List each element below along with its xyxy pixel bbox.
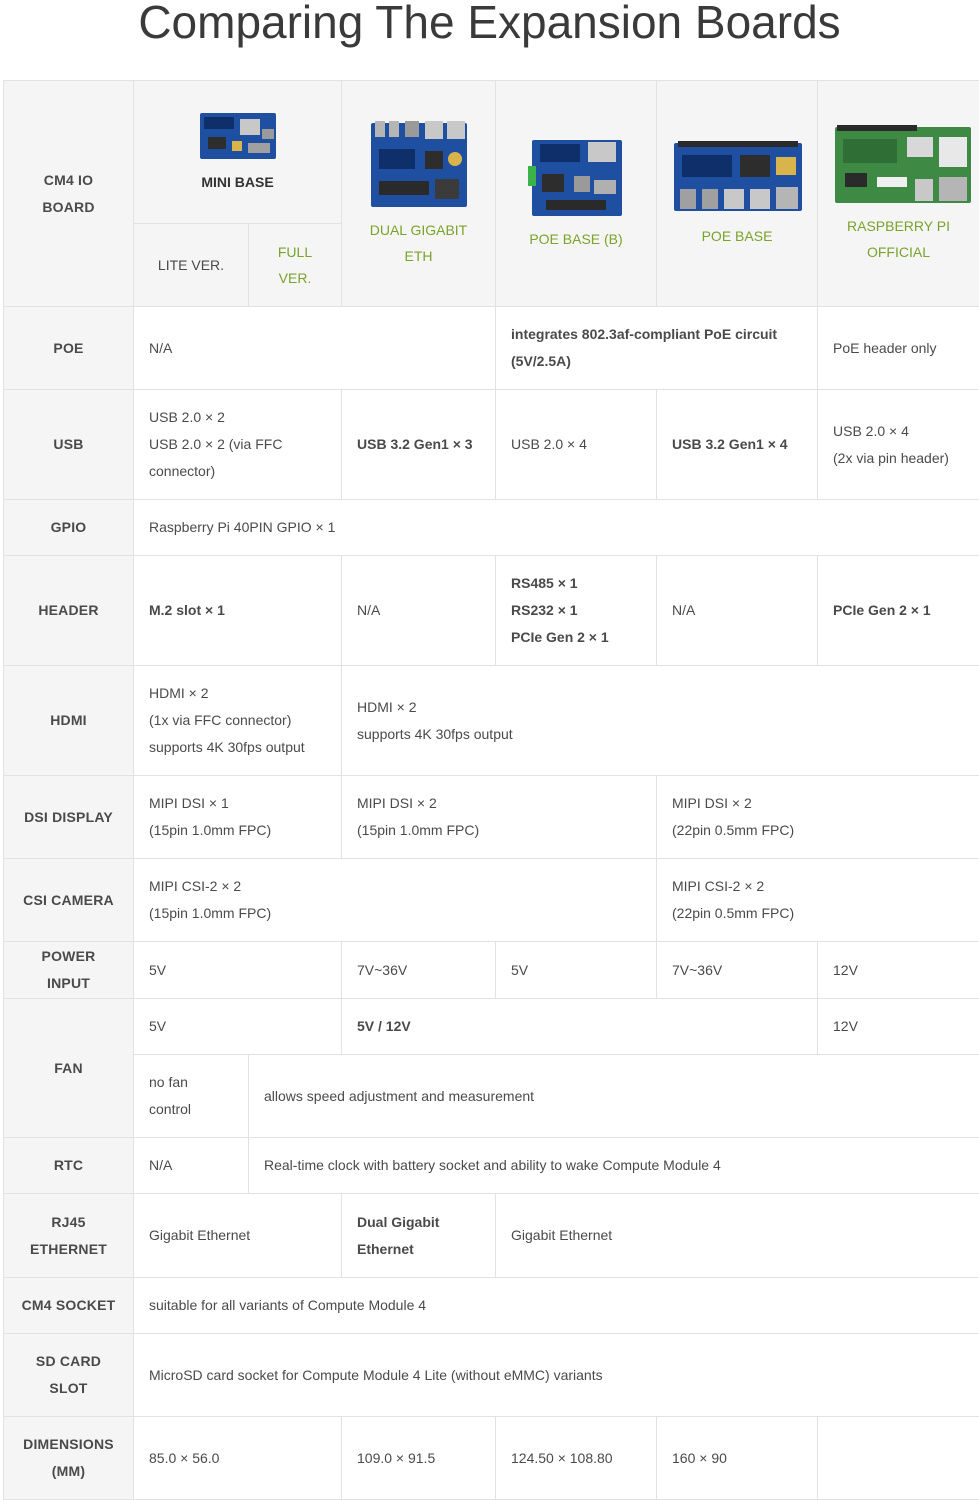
header-rpi-official	[818, 81, 979, 307]
table-row-rj45	[4, 1194, 979, 1278]
cell-dsi-mini: MIPI DSI × 1 (15pin 1.0mm FPC)	[134, 776, 342, 859]
row-label-hdmi: HDMI	[4, 666, 134, 776]
header-lite-ver: LITE VER.	[134, 224, 249, 307]
row-label-socket: CM4 SOCKET	[4, 1278, 134, 1334]
row-label-csi: CSI CAMERA	[4, 859, 134, 942]
cell-power-mini: 5V	[134, 942, 342, 999]
cell-poe-official: PoE header only	[818, 307, 979, 390]
row-label-gpio: GPIO	[4, 500, 134, 556]
cell-hdmi-others: HDMI × 2 supports 4K 30fps output	[342, 666, 979, 776]
cell-dims-poe: 160 × 90	[657, 1417, 818, 1500]
row-label-header: HEADER	[4, 556, 134, 666]
table-row-gpio	[4, 500, 979, 556]
page-title: Comparing The Expansion Boards	[138, 0, 841, 48]
cell-gpio-all: Raspberry Pi 40PIN GPIO × 1	[134, 500, 979, 556]
table-row-hdmi	[4, 666, 979, 776]
cell-header-dual: N/A	[342, 556, 496, 666]
cell-header-official: PCIe Gen 2 × 1	[818, 556, 979, 666]
poe-base-b-board-icon	[528, 136, 624, 218]
cell-rj45-others: Gigabit Ethernet	[496, 1194, 979, 1278]
cell-poe-integrated: integrates 802.3af-compliant PoE circuit (5V/2.5A)	[496, 307, 818, 390]
row-label-dims: DIMENSIONS (MM)	[4, 1417, 134, 1500]
cell-dims-mini: 85.0 × 56.0	[134, 1417, 342, 1500]
header-poe-base	[657, 81, 818, 307]
table-row-fan	[4, 999, 979, 1055]
header-poe-base-b	[496, 81, 657, 307]
cell-rtc-others: Real-time clock with battery socket and ability to wake Compute Module 4	[249, 1138, 979, 1194]
cell-rtc-lite: N/A	[134, 1138, 249, 1194]
row-label-poe: POE	[4, 307, 134, 390]
row-label-dsi: DSI DISPLAY	[4, 776, 134, 859]
cell-power-poe-b: 5V	[496, 942, 657, 999]
cell-fan-mid-voltage: 5V / 12V	[342, 999, 818, 1055]
cell-usb-dual: USB 3.2 Gen1 × 3	[342, 390, 496, 500]
table-row-header	[4, 556, 979, 666]
table-row-dims	[4, 1417, 979, 1500]
header-poe-base-b-label: POE BASE (B)	[529, 230, 623, 247]
table-row-fan-control	[4, 1055, 979, 1138]
header-poe-base-label: POE BASE	[701, 227, 773, 244]
table-row-power	[4, 942, 979, 999]
row-label-usb: USB	[4, 390, 134, 500]
cell-fan-official-voltage: 12V	[818, 999, 979, 1055]
cell-dims-dual: 109.0 × 91.5	[342, 1417, 496, 1500]
cell-power-poe: 7V~36V	[657, 942, 818, 999]
header-corner: CM4 IO BOARD	[4, 81, 134, 307]
table-row-dsi	[4, 776, 979, 859]
row-label-sd: SD CARD SLOT	[4, 1334, 134, 1417]
header-dual-gigabit-label-2: ETH	[404, 247, 433, 264]
row-label-rj45: RJ45 ETHERNET	[4, 1194, 134, 1278]
cell-usb-poe: USB 3.2 Gen1 × 4	[657, 390, 818, 500]
cell-dims-poe-b: 124.50 × 108.80	[496, 1417, 657, 1500]
cell-hdmi-mini: HDMI × 2 (1x via FFC connector) supports 4K 30fps output	[134, 666, 342, 776]
poe-base-board-icon	[672, 139, 804, 215]
header-full-ver: FULL VER.	[249, 224, 342, 307]
table-row-socket	[4, 1278, 979, 1334]
cell-header-mini: M.2 slot × 1	[134, 556, 342, 666]
raspberry-pi-official-board-icon	[833, 123, 973, 205]
table-row-csi	[4, 859, 979, 942]
table-row-rtc	[4, 1138, 979, 1194]
header-mini-base-label: MINI BASE	[201, 174, 274, 190]
cell-csi-left: MIPI CSI-2 × 2 (15pin 1.0mm FPC)	[134, 859, 657, 942]
comparison-table	[3, 80, 979, 1500]
cell-dims-official	[818, 1417, 979, 1500]
mini-base-board-icon	[198, 109, 278, 161]
cell-header-poe: N/A	[657, 556, 818, 666]
cell-rj45-dual: Dual Gigabit Ethernet	[342, 1194, 496, 1278]
cell-fan-others-control: allows speed adjustment and measurement	[249, 1055, 979, 1138]
cell-header-poe-b: RS485 × 1 RS232 × 1 PCIe Gen 2 × 1	[496, 556, 657, 666]
cell-sd-all: MicroSD card socket for Compute Module 4 Lite (without eMMC) variants	[134, 1334, 979, 1417]
cell-usb-poe-b: USB 2.0 × 4	[496, 390, 657, 500]
cell-fan-mini-voltage: 5V	[134, 999, 342, 1055]
header-rpi-official-label-1: RASPBERRY PI	[847, 217, 950, 234]
cell-usb-official: USB 2.0 × 4 (2x via pin header)	[818, 390, 979, 500]
table-row-usb	[4, 390, 979, 500]
cell-power-official: 12V	[818, 942, 979, 999]
header-rpi-official-label-2: OFFICIAL	[866, 243, 930, 260]
cell-fan-lite-control: no fan control	[134, 1055, 249, 1138]
cell-usb-mini: USB 2.0 × 2 USB 2.0 × 2 (via FFC connector)	[134, 390, 342, 500]
row-label-power: POWER INPUT	[4, 942, 134, 999]
header-dual-gigabit	[342, 81, 496, 307]
cell-power-dual: 7V~36V	[342, 942, 496, 999]
row-label-rtc: RTC	[4, 1138, 134, 1194]
cell-rj45-mini: Gigabit Ethernet	[134, 1194, 342, 1278]
cell-csi-right: MIPI CSI-2 × 2 (22pin 0.5mm FPC)	[657, 859, 979, 942]
table-row-sd	[4, 1334, 979, 1417]
header-mini-base	[134, 81, 342, 224]
table-row-poe	[4, 307, 979, 390]
header-dual-gigabit-label-1: DUAL GIGABIT	[369, 221, 468, 238]
row-label-fan: FAN	[4, 999, 134, 1138]
cell-socket-all: suitable for all variants of Compute Module 4	[134, 1278, 979, 1334]
dual-gigabit-board-icon	[369, 119, 469, 209]
cell-poe-mini: N/A	[134, 307, 496, 390]
cell-dsi-poe-official: MIPI DSI × 2 (22pin 0.5mm FPC)	[657, 776, 979, 859]
cell-dsi-dual-poeb: MIPI DSI × 2 (15pin 1.0mm FPC)	[342, 776, 657, 859]
